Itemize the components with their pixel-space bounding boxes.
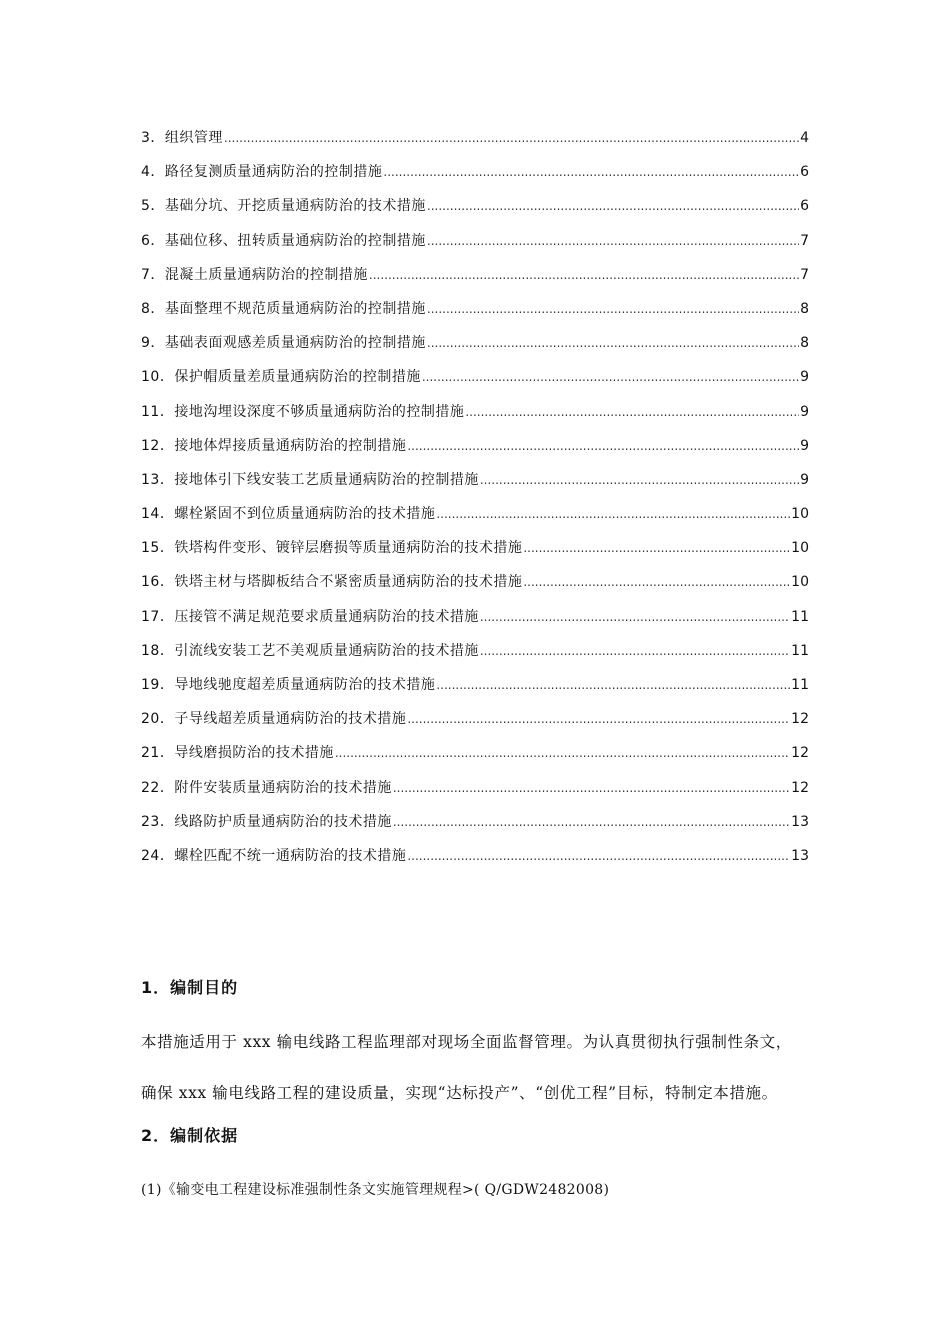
toc-entry[interactable] <box>141 224 809 258</box>
toc-entry[interactable] <box>141 771 809 805</box>
toc-entry-title: 铁塔构件变形、镀锌层磨损等质量通病防治的技术措施 <box>174 540 523 557</box>
toc-entry-number: 13． <box>141 471 175 488</box>
toc-entry-page-number: 8 <box>800 335 809 352</box>
purpose-paragraph-line-2: 确保 xxx 输电线路工程的建设质量，实现“达标投产”、“创优工程”目标，特制定本措施。 <box>141 1084 778 1102</box>
toc-entry[interactable] <box>141 839 809 873</box>
toc-entry-number: 21． <box>141 745 175 762</box>
toc-entry-page-number: 11 <box>791 677 809 693</box>
toc-entry-page-number: 9 <box>800 437 809 454</box>
toc-entry-title: 螺栓匹配不统一通病防治的技术措施 <box>174 847 407 864</box>
toc-entry-page-number: 10 <box>791 506 809 523</box>
toc-entry-page-number: 12 <box>791 745 809 762</box>
toc-entry-page-number: 8 <box>800 300 809 317</box>
toc-entry[interactable] <box>141 189 809 223</box>
toc-entry-page-number: 9 <box>800 369 809 386</box>
toc-entry-title: 附件安装质量通病防治的技术措施 <box>174 779 392 796</box>
toc-entry[interactable] <box>141 565 809 599</box>
toc-entry-number: 18． <box>141 642 175 659</box>
toc-entry-page-number: 11 <box>791 608 809 625</box>
toc-entry[interactable] <box>141 360 809 394</box>
toc-entry-page-number: 6 <box>800 198 809 215</box>
toc-dot-leader <box>427 189 799 223</box>
toc-dot-leader <box>427 292 799 326</box>
toc-entry-number: 19． <box>141 677 175 693</box>
toc-entry-title: 子导线超差质量通病防治的技术措施 <box>174 711 407 728</box>
toc-entry-title: 基础表面观感差质量通病防治的控制措施 <box>164 335 426 352</box>
toc-entry-number: 17． <box>141 608 175 625</box>
reference-item-1: (1)《输变电工程建设标准强制性条文实施管理规程>( Q/GDW2482008) <box>141 1182 610 1198</box>
toc-entry-number: 10． <box>141 369 175 386</box>
toc-entry[interactable] <box>141 702 809 736</box>
toc-entry-number: 22． <box>141 779 175 796</box>
toc-entry-page-number: 4 <box>800 130 809 146</box>
toc-dot-leader <box>224 121 799 155</box>
toc-entry[interactable] <box>141 292 809 326</box>
toc-dot-leader <box>393 805 790 839</box>
table-of-contents <box>141 121 809 873</box>
toc-entry-page-number: 12 <box>791 711 809 728</box>
toc-entry[interactable] <box>141 121 809 155</box>
toc-entry[interactable] <box>141 531 809 565</box>
toc-dot-leader <box>422 360 799 394</box>
toc-entry-title: 导线磨损防治的技术措施 <box>174 745 334 762</box>
toc-entry-title: 压接管不满足规范要求质量通病防治的技术措施 <box>174 608 479 625</box>
toc-entry-title: 接地体焊接质量通病防治的控制措施 <box>174 437 407 454</box>
toc-dot-leader <box>335 736 790 770</box>
toc-entry-number: 7． <box>141 266 165 283</box>
toc-entry-page-number: 13 <box>791 813 809 830</box>
toc-entry-title: 路径复测质量通病防治的控制措施 <box>164 164 383 181</box>
toc-dot-leader <box>465 395 799 429</box>
toc-entry-page-number: 10 <box>791 574 809 591</box>
toc-entry[interactable] <box>141 395 809 429</box>
toc-entry-title: 引流线安装工艺不美观质量通病防治的技术措施 <box>174 642 479 659</box>
toc-entry-title: 导地线驰度超差质量通病防治的技术措施 <box>174 677 436 693</box>
toc-entry-number: 15． <box>141 540 175 557</box>
toc-entry[interactable] <box>141 805 809 839</box>
toc-entry-title: 接地体引下线安装工艺质量通病防治的控制措施 <box>174 471 479 488</box>
toc-entry-title: 螺栓紧固不到位质量通病防治的技术措施 <box>174 506 436 523</box>
toc-dot-leader <box>436 497 790 531</box>
toc-entry-number: 12． <box>141 437 175 454</box>
toc-entry-title: 组织管理 <box>164 130 223 146</box>
toc-entry-number: 5． <box>141 198 165 215</box>
toc-entry-number: 9． <box>141 335 165 352</box>
toc-entry[interactable] <box>141 429 809 463</box>
toc-entry[interactable] <box>141 155 809 189</box>
toc-dot-leader <box>407 839 790 873</box>
toc-entry-page-number: 7 <box>800 232 809 249</box>
toc-entry-number: 14． <box>141 506 175 523</box>
toc-entry-number: 4． <box>141 164 165 181</box>
toc-entry-title: 基础分坑、开挖质量通病防治的技术措施 <box>164 198 426 215</box>
toc-entry-page-number: 7 <box>800 266 809 283</box>
toc-entry-number: 23． <box>141 813 175 830</box>
toc-dot-leader <box>436 668 790 702</box>
toc-entry-number: 11． <box>141 403 175 420</box>
toc-entry-number: 16． <box>141 574 175 591</box>
toc-entry-title: 铁塔主材与塔脚板结合不紧密质量通病防治的技术措施 <box>174 574 523 591</box>
toc-entry-title: 基础位移、扭转质量通病防治的控制措施 <box>164 232 426 249</box>
toc-dot-leader <box>480 463 799 497</box>
toc-dot-leader <box>427 224 799 258</box>
toc-entry[interactable] <box>141 258 809 292</box>
section-heading-basis: 2．编制依据 <box>141 1126 239 1145</box>
toc-entry[interactable] <box>141 600 809 634</box>
toc-entry[interactable] <box>141 326 809 360</box>
toc-dot-leader <box>427 326 799 360</box>
toc-entry-page-number: 13 <box>791 847 809 864</box>
toc-entry-number: 24． <box>141 847 175 864</box>
toc-entry-page-number: 10 <box>791 540 809 557</box>
toc-entry-title: 接地沟埋设深度不够质量通病防治的控制措施 <box>174 403 465 420</box>
toc-entry-title: 基面整理不规范质量通病防治的控制措施 <box>164 300 426 317</box>
toc-entry[interactable] <box>141 668 809 702</box>
toc-entry-page-number: 11 <box>791 642 809 659</box>
toc-entry-page-number: 6 <box>800 164 809 181</box>
toc-dot-leader <box>523 565 790 599</box>
toc-entry-number: 6． <box>141 232 165 249</box>
toc-dot-leader <box>523 531 790 565</box>
toc-entry-title: 保护帽质量差质量通病防治的控制措施 <box>174 369 421 386</box>
toc-dot-leader <box>393 771 790 805</box>
toc-entry-title: 混凝土质量通病防治的控制措施 <box>164 266 368 283</box>
toc-entry-number: 8． <box>141 300 165 317</box>
toc-entry[interactable] <box>141 463 809 497</box>
toc-entry-number: 3． <box>141 130 165 146</box>
toc-entry-page-number: 9 <box>800 403 809 420</box>
toc-dot-leader <box>369 258 799 292</box>
toc-entry-page-number: 9 <box>800 471 809 488</box>
toc-entry[interactable] <box>141 736 809 770</box>
toc-entry[interactable] <box>141 634 809 668</box>
toc-dot-leader <box>407 702 790 736</box>
toc-dot-leader <box>480 600 790 634</box>
toc-entry-title: 线路防护质量通病防治的技术措施 <box>174 813 392 830</box>
toc-dot-leader <box>383 155 799 189</box>
toc-dot-leader <box>407 429 799 463</box>
toc-entry-page-number: 12 <box>791 779 809 796</box>
toc-entry[interactable] <box>141 497 809 531</box>
purpose-paragraph-line-1: 本措施适用于 xxx 输电线路工程监理部对现场全面监督管理。为认真贯彻执行强制性条文， <box>141 1033 792 1051</box>
toc-dot-leader <box>480 634 790 668</box>
toc-entry-number: 20． <box>141 711 175 728</box>
section-heading-purpose: 1．编制目的 <box>141 978 239 997</box>
